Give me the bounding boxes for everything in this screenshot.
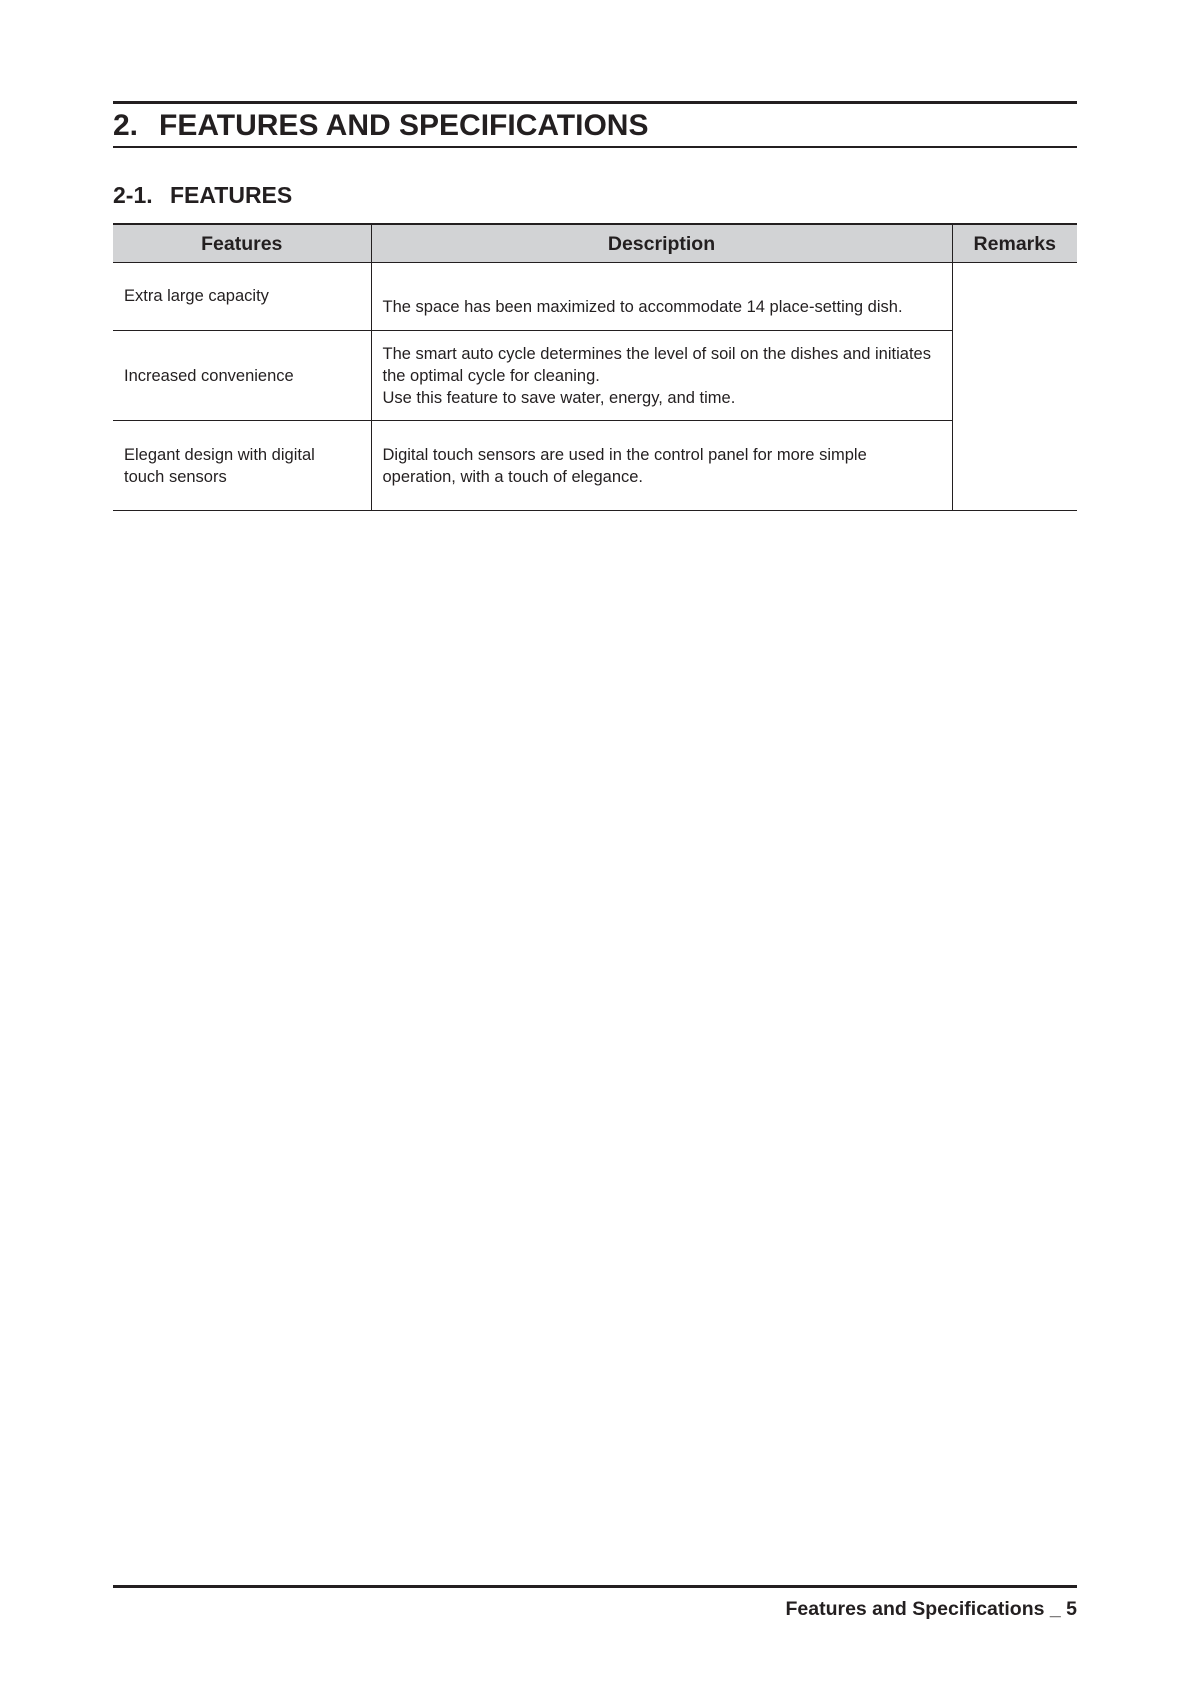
header-remarks: Remarks xyxy=(952,224,1077,263)
description-cell xyxy=(371,263,952,331)
table-header-row xyxy=(113,224,1077,263)
feature-cell: Extra large capacity xyxy=(113,263,371,331)
header-description: Description xyxy=(371,224,952,263)
remarks-cell xyxy=(952,263,1077,511)
description-line: The space has been maximized to accommodate 14 place-setting dish. xyxy=(382,298,903,316)
description-line: Digital touch sensors are used in the control panel for more simple operation, with a touch of elegance. xyxy=(382,445,867,486)
section-number: 2-1. xyxy=(113,182,153,208)
description-cell xyxy=(371,421,952,511)
table-row xyxy=(113,263,1077,331)
description-cell xyxy=(371,331,952,421)
feature-cell: Elegant design with digital touch sensors xyxy=(113,421,371,511)
chapter-title xyxy=(113,109,648,143)
page-footer xyxy=(113,1585,1077,1620)
description-line: The smart auto cycle determines the level of soil on the dishes and initiates the optimal cycle for cleaning. xyxy=(382,344,931,385)
header-features: Features xyxy=(113,224,371,263)
chapter-header xyxy=(113,101,1077,148)
table-row xyxy=(113,331,1077,421)
chapter-title-text: FEATURES AND SPECIFICATIONS xyxy=(159,109,649,142)
section-title-text: FEATURES xyxy=(170,182,293,208)
features-table xyxy=(113,223,1077,511)
feature-cell: Increased convenience xyxy=(113,331,371,421)
chapter-number: 2. xyxy=(113,109,139,142)
table-row xyxy=(113,421,1077,511)
description-line: Use this feature to save water, energy, and time. xyxy=(382,388,736,407)
section-title xyxy=(113,180,292,210)
footer-text: Features and Specifications _ 5 xyxy=(785,1598,1077,1620)
